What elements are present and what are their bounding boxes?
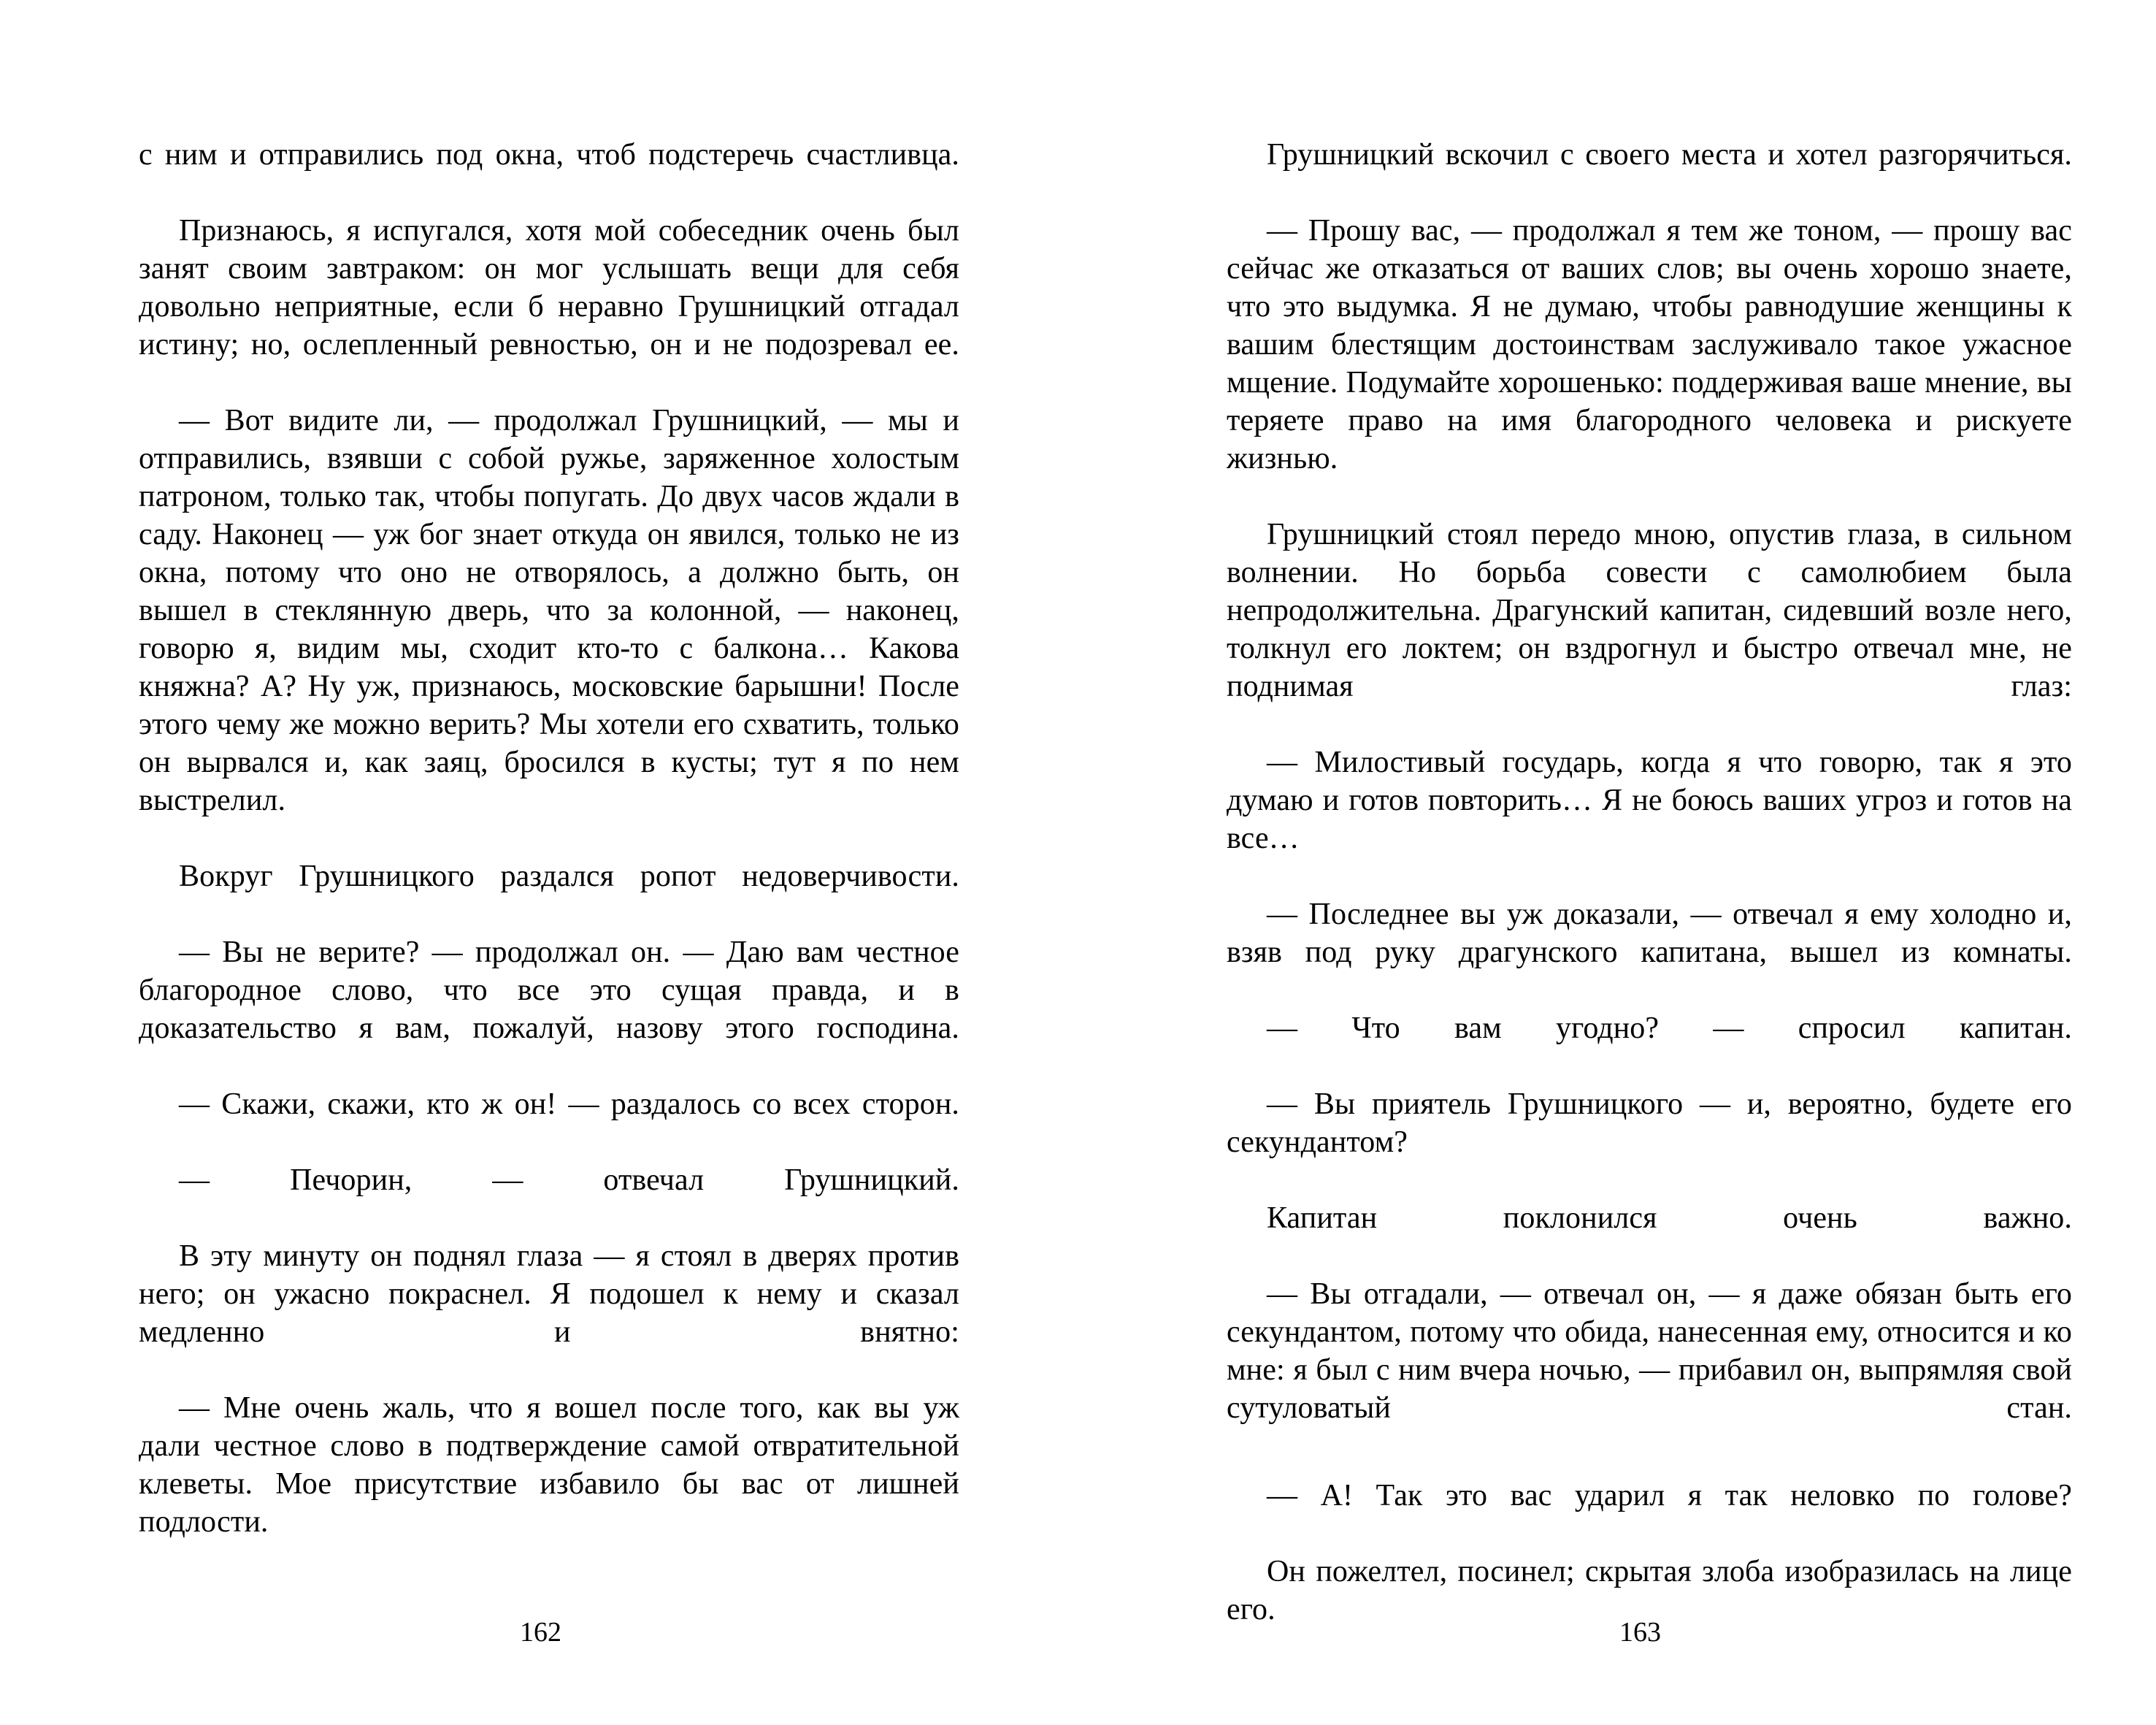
paragraph: Грушницкий вскочил с своего места и хотел разгорячиться. bbox=[1267, 138, 2072, 172]
paragraph: Признаюсь, я испугался, хотя мой собеседник очень был занят своим завтраком: он мог услышать вещи для себя довольно неприятные, если б неравно Грушницкий отгадал истину; но, ослепленный ревностью, он и не подозревал ее. bbox=[139, 214, 959, 362]
paragraph: Он пожелтел, посинел; скрытая злоба изобразилась на лице его. bbox=[1227, 1555, 2072, 1626]
paragraph: Вокруг Грушницкого раздался ропот недоверчивости. bbox=[179, 860, 959, 893]
recto-text-column bbox=[1227, 136, 2072, 1667]
recto-page bbox=[1227, 136, 2072, 1667]
paragraph: — Вот видите ли, — продолжал Грушницкий, — мы и отправились, взявши с собой ружье, заряженное холостым патроном, только так, чтобы попугать. До двух часов ждали в саду. Наконец — уж бог знает откуда он явился, только не из окна, потому что оно не отворялось, а должно быть, он вышел в стеклянную дверь, что за колонной, — наконец, говорю я, видим мы, сходит кто-то с балкона… Какова княжна? А? Ну уж, признаюсь, московские барышни! После этого чему же можно верить? Мы хотели его схватить, только он вырвался и, как заяц, бросился в кусты; тут я по нем выстрелил. bbox=[139, 404, 959, 817]
paragraph: — Вы отгадали, — отвечал он, — я даже обязан быть его секундантом, потому что обида, нанесенная ему, относится и ко мне: я был с ним вчера ночью, — прибавил он, выпрямляя свой сутуловатый стан. bbox=[1227, 1277, 2072, 1425]
paragraph: — Вы приятель Грушницкого — и, вероятно, будете его секундантом? bbox=[1227, 1087, 2072, 1159]
page-number-recto: 163 bbox=[1619, 1617, 1661, 1648]
paragraph: с ним и отправились под окна, чтоб подстеречь счастливца. bbox=[139, 138, 959, 172]
paragraph: — Скажи, скажи, кто ж он! — раздалось со всех сторон. bbox=[179, 1087, 959, 1121]
verso-text-column bbox=[139, 136, 959, 1579]
paragraph: Грушницкий стоял передо мною, опустив глаза, в сильном волнении. Но борьба совести с самолюбием была непродолжительна. Драгунский капитан, сидевший возле него, толкнул его локтем; он вздрогнул и быстро отвечал мне, не поднимая глаз: bbox=[1227, 518, 2072, 703]
verso-page bbox=[139, 136, 959, 1579]
paragraph: — Вы не верите? — продолжал он. — Даю вам честное благородное слово, что все это сущая правда, и в доказательство я вам, пожалуй, назову этого господина. bbox=[139, 936, 959, 1045]
paragraph: — А! Так это вас ударил я так неловко по голове? bbox=[1267, 1479, 2072, 1512]
page-number-verso: 162 bbox=[520, 1617, 561, 1648]
paragraph: В эту минуту он поднял глаза — я стоял в дверях против него; он ужасно покраснел. Я подошел к нему и сказал медленно и внятно: bbox=[139, 1239, 959, 1349]
paragraph: — Что вам угодно? — спросил капитан. bbox=[1267, 1011, 2072, 1045]
paragraph: — Последнее вы уж доказали, — отвечал я ему холодно и, взяв под руку драгунского капитана, вышел из комнаты. bbox=[1227, 898, 2072, 969]
paragraph: — Печорин, — отвечал Грушницкий. bbox=[179, 1163, 959, 1197]
paragraph: — Милостивый государь, когда я что говорю, так я это думаю и готов повторить… Я не боюсь ваших угроз и готов на все… bbox=[1227, 746, 2072, 855]
paragraph: Капитан поклонился очень важно. bbox=[1267, 1201, 2072, 1235]
paragraph: — Прошу вас, — продолжал я тем же тоном, — прошу вас сейчас же отказаться от ваших слов; вы очень хорошо знаете, что это выдумка. Я не думаю, чтобы равнодушие женщины к вашим блестящим достоинствам заслуживало такое ужасное мщение. Подумайте хорошенько: поддерживая ваше мнение, вы теряете право на имя благородного человека и рискуете жизнью. bbox=[1227, 214, 2072, 475]
paragraph: — Мне очень жаль, что я вошел после того, как вы уж дали честное слово в подтверждение самой отвратительной клеветы. Мое присутствие избавило бы вас от лишней подлости. bbox=[139, 1391, 959, 1539]
